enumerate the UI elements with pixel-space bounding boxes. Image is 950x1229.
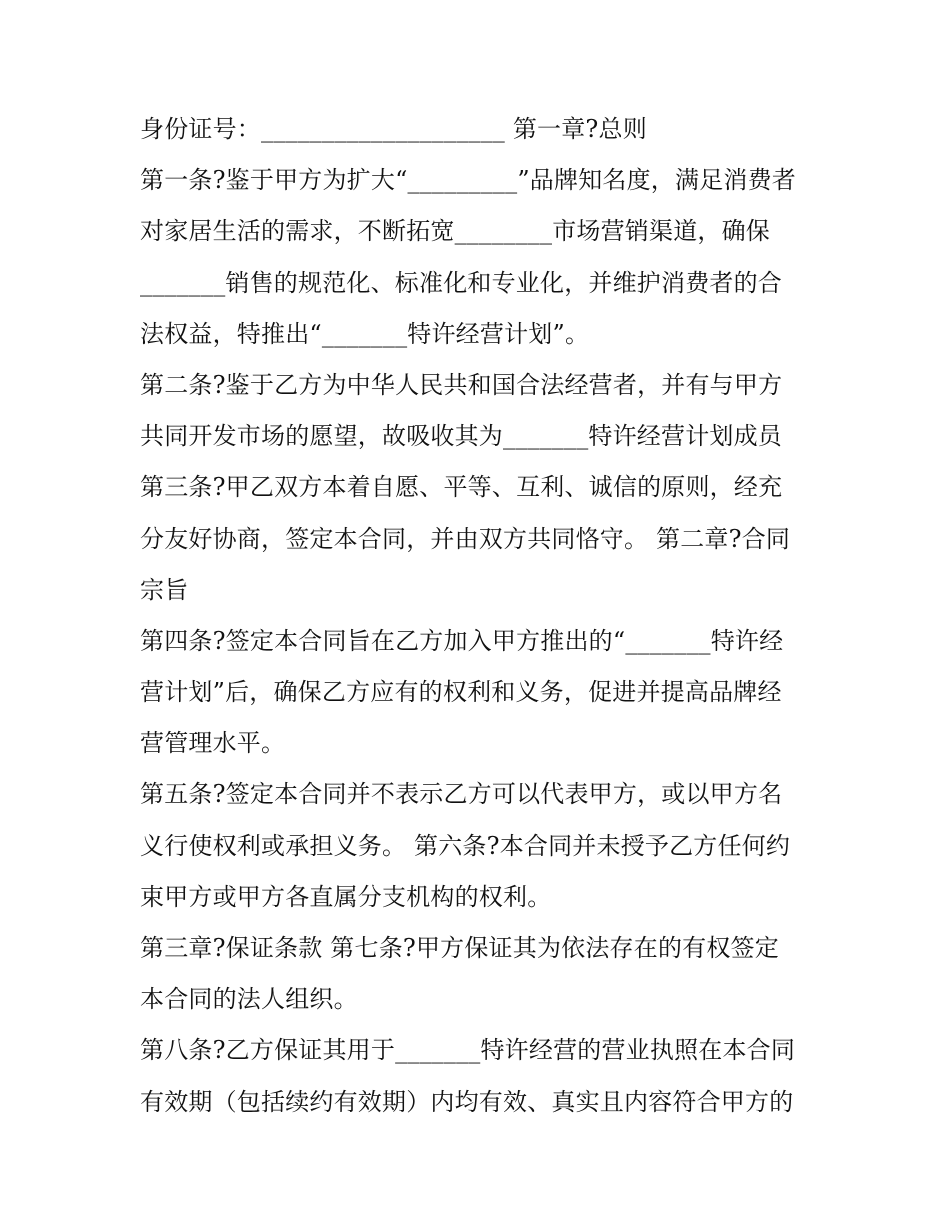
text-line: 义行使权利或承担义务。 第六条?本合同并未授予乙方任何约 [140, 831, 791, 860]
text-line: 第三章?保证条款 第七条?甲方保证其为依法存在的有权签定 [140, 934, 779, 962]
text-line: 第二条?鉴于乙方为中华人民共和国合法经营者，并有与甲方 [140, 370, 783, 399]
text-line: 束甲方或甲方各直属分支机构的权利。 [140, 882, 552, 911]
text-line: 分友好协商，签定本合同，并由双方共同恪守。 第二章?合同 [140, 524, 791, 553]
text-line: 对家居生活的需求，不断拓宽________市场营销渠道，确保 [140, 217, 770, 246]
text-line: 有效期（包括续约有效期）内均有效、真实且内容符合甲方的 [140, 1087, 794, 1116]
text-line: 共同开发市场的愿望，故吸收其为_______特许经营计划成员 [140, 422, 782, 451]
text-line: 宗旨 [140, 575, 189, 604]
text-line: 本合同的法人组织。 [140, 985, 358, 1014]
text-line: 第三条?甲乙双方本着自愿、平等、互利、诚信的原则，经充 [140, 473, 783, 502]
text-line: 法权益，特推出“_______特许经营计划”。 [140, 319, 590, 348]
text-line: 第一条?鉴于甲方为扩大“_________”品牌知名度，满足消费者 [140, 166, 797, 195]
document-body [140, 104, 830, 1128]
text-line: _______销售的规范化、标准化和专业化，并维护消费者的合 [140, 268, 782, 297]
text-line: 第四条?签定本合同旨在乙方加入甲方推出的“_______特许经 [140, 626, 784, 655]
text-line: 营计划”后，确保乙方应有的权利和义务，促进并提高品牌经 [140, 678, 782, 707]
text-line: 身份证号：____________________ 第一章?总则 [140, 115, 647, 143]
text-line: 营管理水平。 [140, 729, 286, 758]
text-line: 第八条?乙方保证其用于_______特许经营的营业执照在本合同 [140, 1036, 796, 1065]
text-line: 第五条?签定本合同并不表示乙方可以代表甲方，或以甲方名 [140, 780, 783, 809]
